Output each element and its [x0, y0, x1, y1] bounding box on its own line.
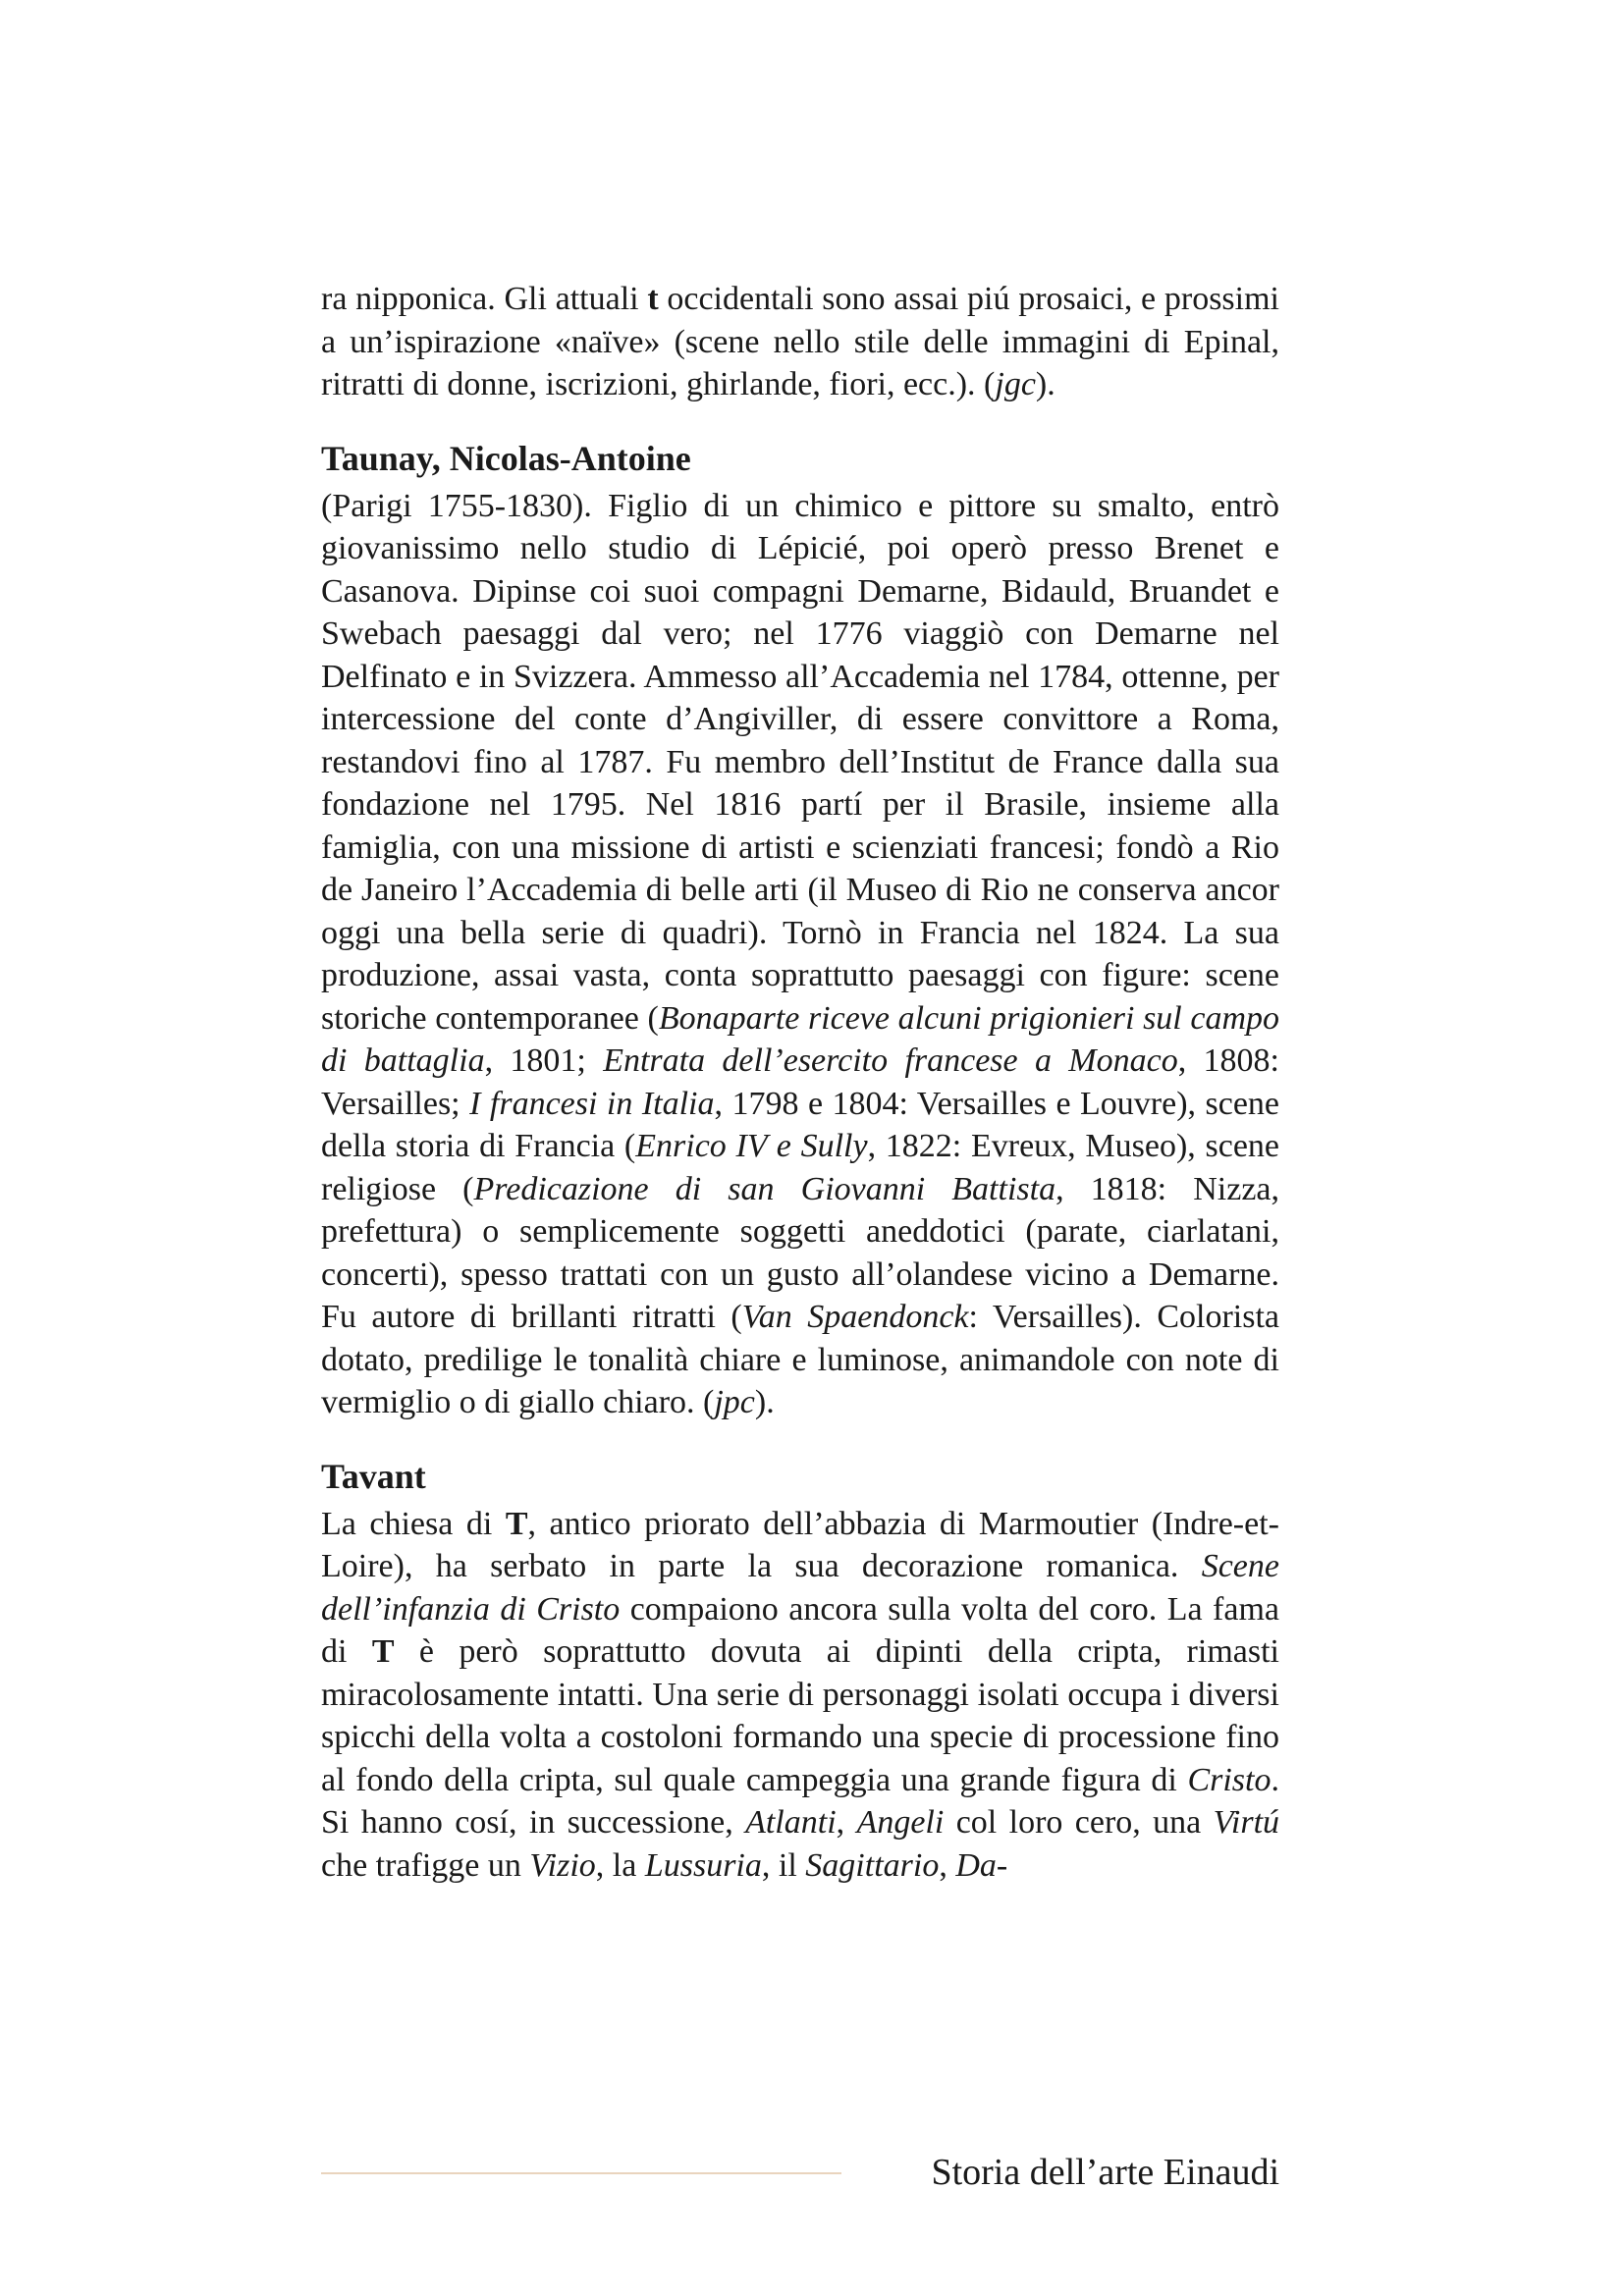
text-run: ,	[836, 1804, 857, 1841]
bold-text: t	[647, 281, 659, 317]
text-run: compaiono ancora sulla volta del coro. La fama di	[321, 1590, 1279, 1670]
text-run: . Si hanno cosí, in successione,	[321, 1761, 1279, 1841]
italic-text: Entrata dell’esercito francese a Monaco	[603, 1042, 1178, 1079]
text-column	[321, 278, 1279, 1887]
italic-text: Scene dell’infanzia di Cristo	[321, 1548, 1279, 1628]
entry-continuation	[321, 278, 1279, 406]
text-run: è però soprattutto dovuta ai dipinti della cripta, rimasti miracolosamente intatti. Una serie di personaggi isolati occupa i diversi spicchi della volta a costoloni formando una specie di processione fino al fondo della cripta, sul quale campeggia una grande figura di	[321, 1633, 1279, 1798]
text-run: , 1798 e 1804: Versailles e Louvre), scene della storia di Francia (	[321, 1085, 1280, 1164]
italic-text: I francesi in Italia	[469, 1085, 715, 1122]
text-run: (Parigi 1755-1830). Figlio di un chimico e pittore su smalto, entrò giovanissimo nello studio di Lépicié, poi operò presso Brenet e Casanova. Dipinse coi suoi compagni Demarne, Bidauld, Bruandet e Swebach paesaggi dal vero; nel 1776 viaggiò con Demarne nel Delfinato e in Svizzera. Ammesso all’Accademia nel 1784, ottenne, per intercessione del conte d’Angiviller, di essere convittore a Roma, restandovi fino al 1787. Fu membro dell’Institut de France dalla sua fondazione nel 1795. Nel 1816 partí per il Brasile, insieme alla famiglia, con una missione di artisti e scienziati francesi; fondò a Rio de Janeiro l’Accademia di belle arti (il Museo di Rio ne conserva ancor oggi una bella serie di quadri). Tornò in Francia nel 1824. La sua produzione, assai vasta, conta soprattutto paesaggi con figure: scene storiche contemporanee (	[321, 487, 1279, 1037]
italic-text: Atlanti	[745, 1804, 837, 1841]
bold-text: T	[371, 1633, 395, 1670]
text-run: che trafigge un	[321, 1846, 530, 1884]
text-run: , 1808: Versailles;	[321, 1042, 1280, 1122]
entry-body	[321, 485, 1279, 1424]
italic-text: Vizio	[529, 1846, 596, 1884]
text-run: ra nipponica. Gli attuali	[321, 281, 648, 317]
text-run: , la	[595, 1846, 645, 1884]
italic-text: Bonaparte riceve alcuni prigionieri sul campo di battaglia	[321, 999, 1279, 1079]
italic-text: jgc	[995, 366, 1036, 402]
footer-rule	[321, 2172, 841, 2174]
text-run: , il	[761, 1846, 806, 1884]
text-run: , 1818: Nizza, prefettura) o semplicemente soggetti aneddotici (parate, ciarlatani, concerti), spesso trattati con un gusto all’olandese vicino a Demarne. Fu autore di brillanti ritratti (	[321, 1170, 1280, 1335]
entry-heading: Tavant	[321, 1456, 426, 1496]
italic-text: jpc	[714, 1384, 755, 1420]
entry-heading: Taunay, Nicolas-Antoine	[321, 438, 691, 478]
footer-label: Storia dell’arte Einaudi	[931, 2152, 1279, 2193]
text-run: : Versailles). Colorista dotato, predilige le tonalità chiare e luminose, animandole con note di vermiglio o di giallo chiaro. (	[321, 1299, 1280, 1420]
text-run: , 1822: Evreux, Museo), scene religiose (	[321, 1128, 1279, 1207]
italic-text: Sagittario	[805, 1846, 940, 1884]
text-run: ,	[939, 1846, 956, 1884]
italic-text: Lussuria	[644, 1846, 762, 1884]
entry-tavant	[321, 1454, 1279, 1888]
text-run: ).	[1035, 366, 1055, 402]
italic-text: Cristo	[1187, 1761, 1271, 1798]
italic-text: Virtú	[1213, 1804, 1280, 1841]
text-run: La chiesa di	[321, 1505, 506, 1542]
entry-body	[321, 1503, 1279, 1888]
text-run: occidentali sono assai piú prosaici, e prossimi a un’ispirazione «naïve» (scene nello stile delle immagini di Epinal, ritratti di donne, iscrizioni, ghirlande, fiori, ecc.). (	[321, 281, 1279, 402]
italic-text: Predicazione di san Giovanni Battista	[473, 1170, 1056, 1207]
italic-text: Angeli	[856, 1804, 945, 1841]
italic-text: Da-	[955, 1846, 1008, 1884]
italic-text: Enrico IV e Sully	[635, 1128, 868, 1164]
italic-text: Van Spaendonck	[741, 1299, 969, 1335]
entry-taunay	[321, 436, 1279, 1424]
text-run: , 1801;	[484, 1042, 604, 1079]
text-run: , antico priorato dell’abbazia di Marmoutier (Indre-et-Loire), ha serbato in parte la sua decorazione romanica.	[321, 1505, 1279, 1584]
text-run: col loro cero, una	[944, 1804, 1214, 1841]
entry-body	[321, 278, 1279, 406]
bold-text: T	[505, 1505, 528, 1542]
text-run: ).	[754, 1384, 775, 1420]
